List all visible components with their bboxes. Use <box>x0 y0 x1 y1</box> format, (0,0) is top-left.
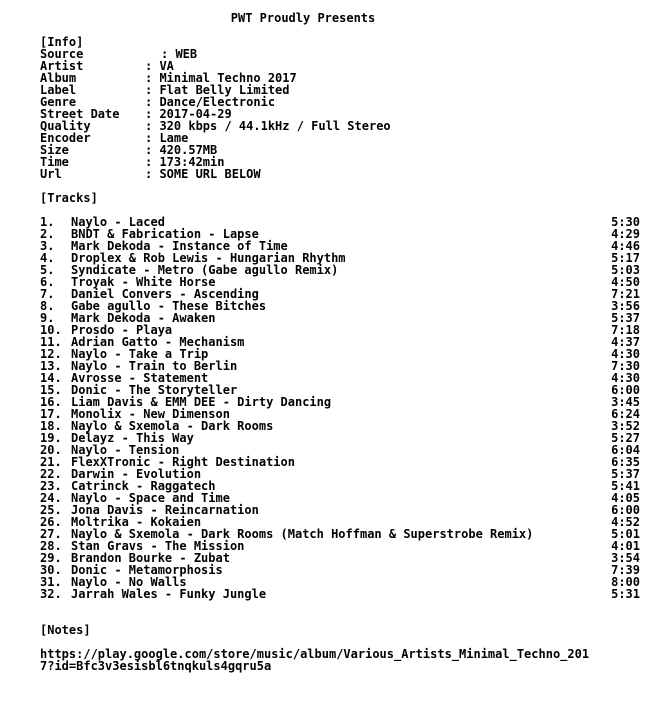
tracks-heading: [Tracks] <box>40 191 98 205</box>
info-value: : 173:42min <box>145 155 225 169</box>
track-title: Prosdo - Playa <box>71 323 173 337</box>
track-title: Darwin - Evolution <box>71 467 202 481</box>
track-duration: 7:39 <box>611 563 640 577</box>
track-duration: 4:01 <box>611 539 640 553</box>
track-duration: 8:00 <box>611 575 640 589</box>
track-duration: 4:29 <box>611 227 640 241</box>
track-duration: 6:00 <box>611 503 640 517</box>
track-number: 1. <box>40 215 55 229</box>
track-number: 28. <box>40 539 62 553</box>
track-title: Jarrah Wales - Funky Jungle <box>71 587 267 601</box>
info-key: Street Date <box>40 107 120 121</box>
track-number: 12. <box>40 347 62 361</box>
info-value: : WEB <box>161 47 198 61</box>
track-title: Mark Dekoda - Instance of Time <box>71 239 288 253</box>
track-number: 25. <box>40 503 62 517</box>
track-number: 11. <box>40 335 62 349</box>
track-number: 16. <box>40 395 62 409</box>
track-title: Liam Davis & EMM DEE - Dirty Dancing <box>71 395 332 409</box>
info-key: Source <box>40 47 84 61</box>
track-number: 22. <box>40 467 62 481</box>
track-duration: 5:17 <box>611 251 640 265</box>
track-title: Naylo - No Walls <box>71 575 187 589</box>
track-duration: 5:37 <box>611 311 640 325</box>
track-number: 9. <box>40 311 55 325</box>
track-title: Syndicate - Metro (Gabe agullo Remix) <box>71 263 339 277</box>
release-title: PWT Proudly Presents <box>230 11 376 25</box>
info-key: Artist <box>40 59 84 73</box>
info-heading: [Info] <box>40 35 84 49</box>
track-duration: 5:31 <box>611 587 640 601</box>
track-title: Brandon Bourke - Zubat <box>71 551 230 565</box>
track-duration: 5:37 <box>611 467 640 481</box>
track-title: Daniel Convers - Ascending <box>71 287 259 301</box>
info-value: : VA <box>145 59 174 73</box>
track-number: 6. <box>40 275 55 289</box>
info-key: Time <box>40 155 69 169</box>
track-duration: 4:05 <box>611 491 640 505</box>
track-title: Donic - Metamorphosis <box>71 563 223 577</box>
track-duration: 6:04 <box>611 443 640 457</box>
track-title: Catrinck - Raggatech <box>71 479 216 493</box>
track-number: 27. <box>40 527 62 541</box>
track-duration: 3:52 <box>611 419 640 433</box>
track-duration: 5:03 <box>611 263 640 277</box>
info-key: Album <box>40 71 77 85</box>
track-duration: 7:21 <box>611 287 640 301</box>
info-row-url <box>40 167 261 181</box>
track-number: 31. <box>40 575 62 589</box>
track-duration: 5:01 <box>611 527 640 541</box>
track-duration: 4:30 <box>611 371 640 385</box>
track-number: 24. <box>40 491 62 505</box>
track-number: 26. <box>40 515 62 529</box>
info-value: : 320 kbps / 44.1kHz / Full Stereo <box>145 119 391 133</box>
info-key: Encoder <box>40 131 91 145</box>
track-number: 29. <box>40 551 62 565</box>
track-duration: 5:27 <box>611 431 640 445</box>
track-duration: 4:30 <box>611 347 640 361</box>
info-value: : Lame <box>145 131 189 145</box>
track-title: Delayz - This Way <box>71 431 194 445</box>
track-title: Naylo - Take a Trip <box>71 347 209 361</box>
info-key: Size <box>40 143 69 157</box>
info-key: Genre <box>40 95 77 109</box>
track-number: 3. <box>40 239 55 253</box>
notes-heading: [Notes] <box>40 623 91 637</box>
track-number: 7. <box>40 287 55 301</box>
track-title: Jona Davis - Reincarnation <box>71 503 259 517</box>
info-value: : Dance/Electronic <box>145 95 276 109</box>
album-link-line-2[interactable]: 7?id=Bfc3v3esisbl6tnqkuls4gqru5a <box>40 659 272 673</box>
track-duration: 6:35 <box>611 455 640 469</box>
info-key: Label <box>40 83 77 97</box>
info-key: Url <box>40 167 62 181</box>
track-title: Avrosse - Statement <box>71 371 209 385</box>
track-number: 32. <box>40 587 62 601</box>
track-duration: 5:41 <box>611 479 640 493</box>
track-title: Mark Dekoda - Awaken <box>71 311 216 325</box>
track-duration: 7:30 <box>611 359 640 373</box>
track-duration: 4:46 <box>611 239 640 253</box>
track-title: Naylo & Sxemola - Dark Rooms <box>71 419 274 433</box>
track-title: BNDT & Fabrication - Lapse <box>71 227 259 241</box>
track-number: 21. <box>40 455 62 469</box>
track-duration: 3:54 <box>611 551 640 565</box>
track-number: 20. <box>40 443 62 457</box>
info-key: Quality <box>40 119 91 133</box>
track-number: 5. <box>40 263 55 277</box>
track-title: Adrian Gatto - Mechanism <box>71 335 245 349</box>
track-title: FlexXTronic - Right Destination <box>71 455 295 469</box>
track-title: Naylo - Train to Berlin <box>71 359 238 373</box>
info-value: : Flat Belly Limited <box>145 83 290 97</box>
track-number: 2. <box>40 227 55 241</box>
info-value: : SOME URL BELOW <box>145 167 261 181</box>
info-value: : Minimal Techno 2017 <box>145 71 297 85</box>
track-title: Naylo - Laced <box>71 215 165 229</box>
track-number: 18. <box>40 419 62 433</box>
track-duration: 3:56 <box>611 299 640 313</box>
track-number: 14. <box>40 371 62 385</box>
album-link-line-1[interactable]: https://play.google.com/store/music/album/Various_Artists_Minimal_Techno_201 <box>40 647 590 661</box>
info-value: : 420.57MB <box>145 143 218 157</box>
track-number: 4. <box>40 251 55 265</box>
track-duration: 3:45 <box>611 395 640 409</box>
track-row <box>40 588 640 600</box>
track-number: 8. <box>40 299 55 313</box>
track-duration: 6:24 <box>611 407 640 421</box>
track-number: 13. <box>40 359 62 373</box>
track-title: Troyak - White Horse <box>71 275 216 289</box>
track-title: Droplex & Rob Lewis - Hungarian Rhythm <box>71 251 346 265</box>
track-number: 10. <box>40 323 62 337</box>
track-duration: 5:30 <box>611 215 640 229</box>
track-duration: 4:37 <box>611 335 640 349</box>
info-value: : 2017-04-29 <box>145 107 232 121</box>
track-duration: 4:50 <box>611 275 640 289</box>
track-number: 30. <box>40 563 62 577</box>
track-title: Gabe agullo - These Bitches <box>71 299 267 313</box>
track-duration: 7:18 <box>611 323 640 337</box>
track-number: 19. <box>40 431 62 445</box>
track-title: Naylo & Sxemola - Dark Rooms (Match Hoffman & Superstrobe Remix) <box>71 527 534 541</box>
track-duration: 6:00 <box>611 383 640 397</box>
track-title: Naylo - Space and Time <box>71 491 230 505</box>
track-title: Moltrika - Kokaien <box>71 515 202 529</box>
track-number: 23. <box>40 479 62 493</box>
track-number: 17. <box>40 407 62 421</box>
track-title: Monolix - New Dimenson <box>71 407 230 421</box>
track-duration: 4:52 <box>611 515 640 529</box>
track-number: 15. <box>40 383 62 397</box>
track-title: Donic - The Storyteller <box>71 383 238 397</box>
track-title: Naylo - Tension <box>71 443 180 457</box>
track-title: Stan Gravs - The Mission <box>71 539 245 553</box>
